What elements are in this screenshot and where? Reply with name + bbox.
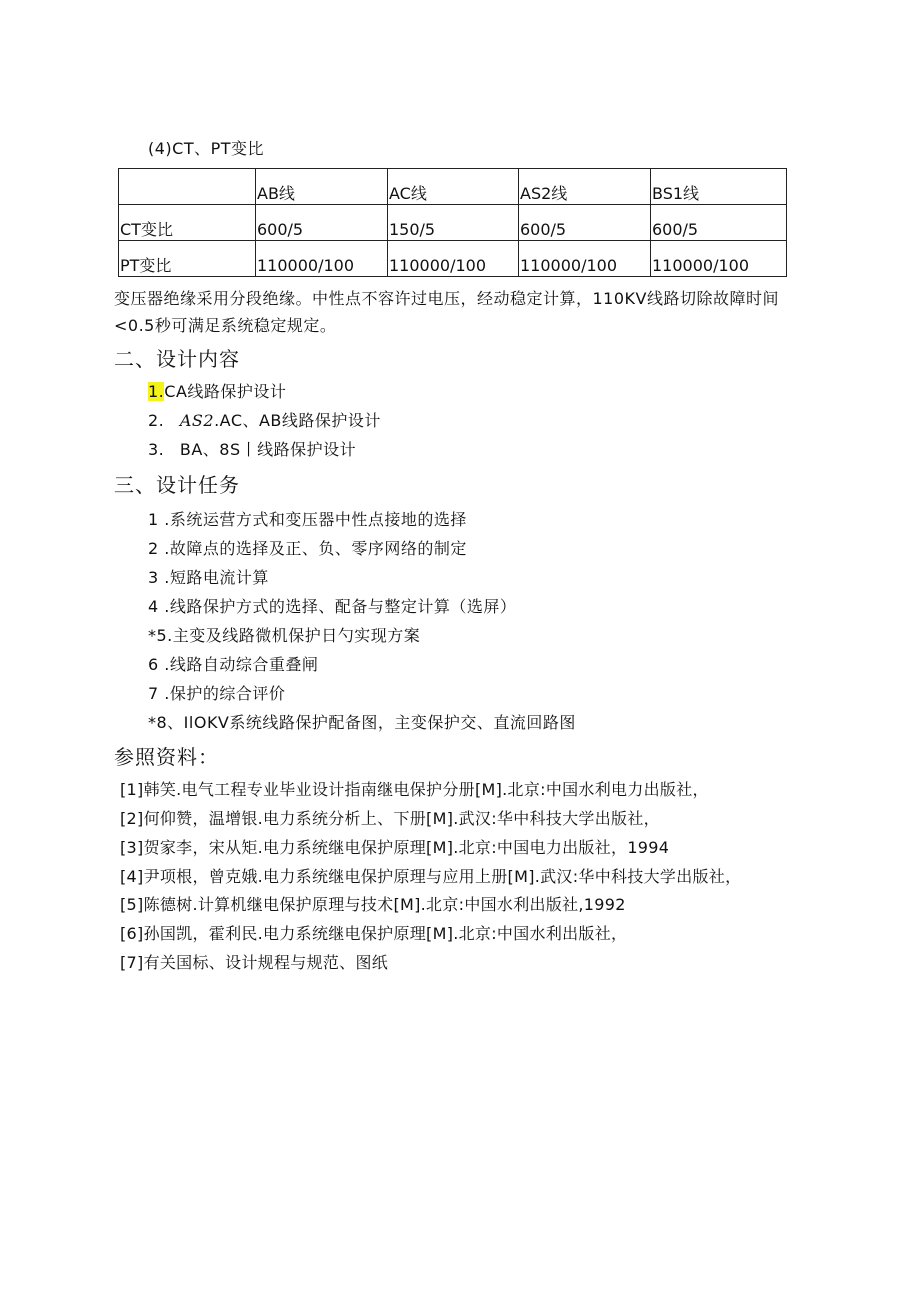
section-ct-pt-title: (4)CT、PT变比 xyxy=(148,139,265,158)
table-cell: 150/5 xyxy=(388,205,519,241)
task-item: 3 .短路电流计算 xyxy=(148,568,269,587)
table-cell: 110000/100 xyxy=(388,241,519,277)
table-header-cell xyxy=(119,169,256,205)
table-header-cell: AC线 xyxy=(388,169,519,205)
reference-item: [6]孙国凯，霍利民.电力系统继电保护原理[M].北京:中国水利出版社， xyxy=(120,924,628,943)
table-cell: CT变比 xyxy=(119,205,256,241)
table-cell: 600/5 xyxy=(256,205,388,241)
task-item: *5.主变及线路微机保护日勺实现方案 xyxy=(148,626,421,645)
reference-item: [3]贺家李，宋从矩.电力系统继电保护原理[M].北京:中国电力出版社，1994 xyxy=(120,838,670,857)
table-cell: PT变比 xyxy=(119,241,256,277)
note-paragraph-line-2: <0.5秒可满足系统稳定规定。 xyxy=(114,316,337,335)
item-number: 2. xyxy=(148,411,165,430)
table-cell: 600/5 xyxy=(519,205,651,241)
table-row xyxy=(119,205,787,241)
table-header-row xyxy=(119,169,787,205)
reference-item: [7]有关国标、设计规程与规范、图纸 xyxy=(120,953,389,972)
highlighted-number: 1. xyxy=(148,382,165,401)
design-tasks-heading: 三、设计任务 xyxy=(114,473,240,497)
table-header-cell: BS1线 xyxy=(651,169,787,205)
design-content-item-1 xyxy=(148,379,286,402)
task-item: 6 .线路自动综合重叠闸 xyxy=(148,655,319,674)
design-content-item-2 xyxy=(148,408,381,431)
item-number: 3. xyxy=(148,440,165,459)
item-text: BA、8S丨线路保护设计 xyxy=(179,440,357,459)
references-heading: 参照资料： xyxy=(114,745,219,769)
design-content-heading: 二、设计内容 xyxy=(114,347,240,371)
task-item: 2 .故障点的选择及正、负、零序网络的制定 xyxy=(148,539,467,558)
italic-line-label: AS2 xyxy=(179,411,215,430)
table-cell: 600/5 xyxy=(651,205,787,241)
task-item: 1 .系统运营方式和变压器中性点接地的选择 xyxy=(148,510,467,529)
table-row xyxy=(119,241,787,277)
table-header-cell: AS2线 xyxy=(519,169,651,205)
design-content-item-3 xyxy=(148,437,356,460)
task-item: *8、IlOKV系统线路保护配备图，主变保护交、直流回路图 xyxy=(148,713,576,732)
reference-item: [1]韩笑.电气工程专业毕业设计指南继电保护分册[M].北京:中国水利电力出版社， xyxy=(120,780,709,799)
table-cell: 110000/100 xyxy=(651,241,787,277)
item-text: .AC、AB线路保护设计 xyxy=(214,411,381,430)
item-text: CA线路保护设计 xyxy=(164,382,287,401)
reference-item: [2]何仰赞，温增银.电力系统分析上、下册[M].武汉:华中科技大学出版社， xyxy=(120,809,660,828)
reference-item: [5]陈德树.计算机继电保护原理与技术[M].北京:中国水利出版社,1992 xyxy=(120,895,626,914)
table-cell: 110000/100 xyxy=(519,241,651,277)
note-paragraph-line-1: 变压器绝缘采用分段绝缘。中性点不容许过电压，经动稳定计算，110KV线路切除故障时间 xyxy=(114,289,779,308)
ct-pt-ratio-table xyxy=(118,168,787,277)
table-header-cell: AB线 xyxy=(256,169,388,205)
reference-item: [4]尹项根，曾克娥.电力系统继电保护原理与应用上册[M].武汉:华中科技大学出版社， xyxy=(120,867,742,886)
task-item: 4 .线路保护方式的选择、配备与整定计算（选屏） xyxy=(148,597,517,616)
task-item: 7 .保护的综合评价 xyxy=(148,684,286,703)
table-cell: 110000/100 xyxy=(256,241,388,277)
